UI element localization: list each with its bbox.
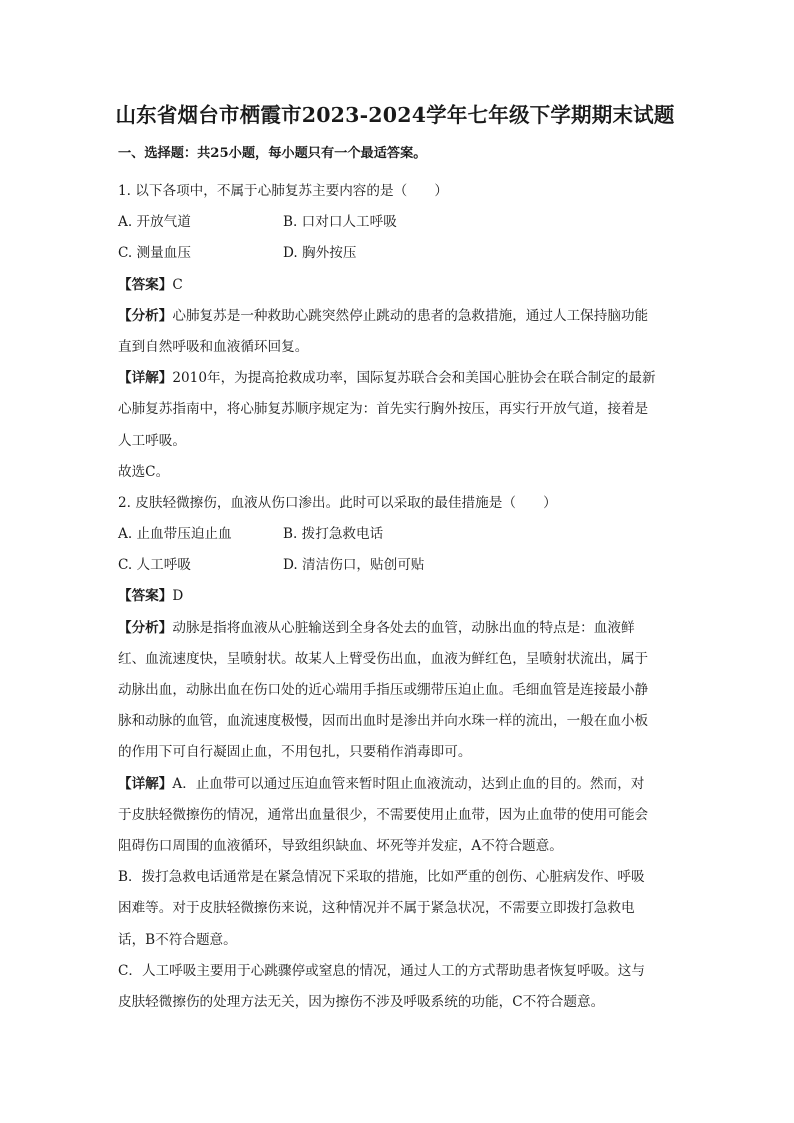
answer-label: 【答案】	[118, 588, 173, 605]
question-2-option-d: D. 清洁伤口，贴创可贴	[283, 557, 425, 574]
detail-text: 阻碍伤口周围的血液循环，导致组织缺血、坏死等并发症，A不符合题意。	[118, 837, 563, 854]
question-1-option-c: C. 测量血压	[118, 245, 191, 262]
analysis-text: 红、血流速度快，呈喷射状。故某人上臂受伤出血，血液为鲜红色，呈喷射状流出，属于	[118, 650, 649, 667]
detail-text: 人工呼吸。	[118, 432, 186, 449]
detail-label: 【详解】	[118, 775, 173, 792]
question-2-detail	[118, 769, 678, 1019]
detail-text: A．止血带可以通过压迫血管来暂时阻止血液流动，达到止血的目的。然而，对	[172, 775, 645, 792]
question-2-answer	[118, 581, 678, 612]
detail-text: 皮肤轻微擦伤的处理方法无关，因为擦伤不涉及呼吸系统的功能，C不符合题意。	[118, 993, 605, 1010]
detail-text: 话，B不符合题意。	[118, 931, 237, 948]
question-1-answer	[118, 270, 678, 301]
question-2-option-b: B. 拨打急救电话	[283, 526, 384, 543]
question-2-options-row-2	[118, 550, 678, 581]
document-title: 山东省烟台市栖霞市2023-2024学年七年级下学期期末试题	[115, 103, 675, 127]
detail-text: C．人工呼吸主要用于心跳骤停或窒息的情况，通过人工的方式帮助患者恢复呼吸。这与	[118, 962, 645, 979]
analysis-text: 的作用下可自行凝固止血，不用包扎，只要稍作消毒即可。	[118, 744, 472, 761]
question-1-stem: 1. 以下各项中，不属于心肺复苏主要内容的是（ ）	[118, 183, 448, 199]
question-1-options-row-2	[118, 238, 678, 269]
question-1-options-row-1	[118, 207, 678, 238]
detail-label: 【详解】	[118, 370, 173, 387]
question-1-detail	[118, 363, 678, 457]
analysis-label: 【分析】	[118, 619, 173, 636]
question-2-option-a: A. 止血带压迫止血	[118, 526, 232, 543]
analysis-text: 直到自然呼吸和血液循环回复。	[118, 338, 309, 355]
detail-text: 困难等。对于皮肤轻微擦伤来说，这种情况并不属于紧急状况，不需要立即拨打急救电	[118, 900, 635, 917]
question-2-option-c: C. 人工呼吸	[118, 557, 191, 574]
answer-value: C	[172, 276, 183, 293]
analysis-text: 脉和动脉的血管，血流速度极慢，因而出血时是渗出并向水珠一样的流出，一般在血小板	[118, 713, 649, 730]
answer-value: D	[172, 588, 184, 605]
detail-text: 2010年，为提高抢救成功率，国际复苏联合会和美国心脏协会在联合制定的最新	[172, 370, 656, 387]
analysis-label: 【分析】	[118, 307, 173, 324]
detail-text: 心肺复苏指南中，将心肺复苏顺序规定为：首先实行胸外按压，再实行开放气道，接着是	[118, 401, 649, 418]
question-1-option-b: B. 口对口人工呼吸	[283, 214, 397, 231]
analysis-text: 动脉是指将血液从心脏输送到全身各处去的血管，动脉出血的特点是：血液鲜	[172, 619, 635, 636]
question-2-analysis	[118, 613, 678, 769]
section-heading: 一、选择题：共25小题，每小题只有一个最适答案。	[118, 146, 427, 161]
question-1-analysis	[118, 301, 678, 363]
detail-text: B．拨打急救电话通常是在紧急情况下采取的措施，比如严重的创伤、心脏病发作、呼吸	[118, 869, 645, 886]
answer-label: 【答案】	[118, 276, 173, 293]
question-1-conclusion: 故选C。	[118, 463, 170, 480]
detail-text: 于皮肤轻微擦伤的情况，通常出血量很少，不需要使用止血带，因为止血带的使用可能会	[118, 806, 649, 823]
question-1-option-a: A. 开放气道	[118, 214, 191, 231]
question-2-options-row-1	[118, 519, 678, 550]
document-page	[115, 100, 678, 1018]
question-2-stem: 2. 皮肤轻微擦伤，血液从伤口渗出。此时可以采取的最佳措施是（ ）	[118, 494, 557, 511]
analysis-text: 心肺复苏是一种救助心跳突然停止跳动的患者的急救措施，通过人工保持脑功能	[172, 307, 649, 324]
analysis-text: 动脉出血，动脉出血在伤口处的近心端用手指压或绷带压迫止血。毛细血管是连接最小静	[118, 682, 649, 698]
question-1-option-d: D. 胸外按压	[283, 245, 357, 262]
